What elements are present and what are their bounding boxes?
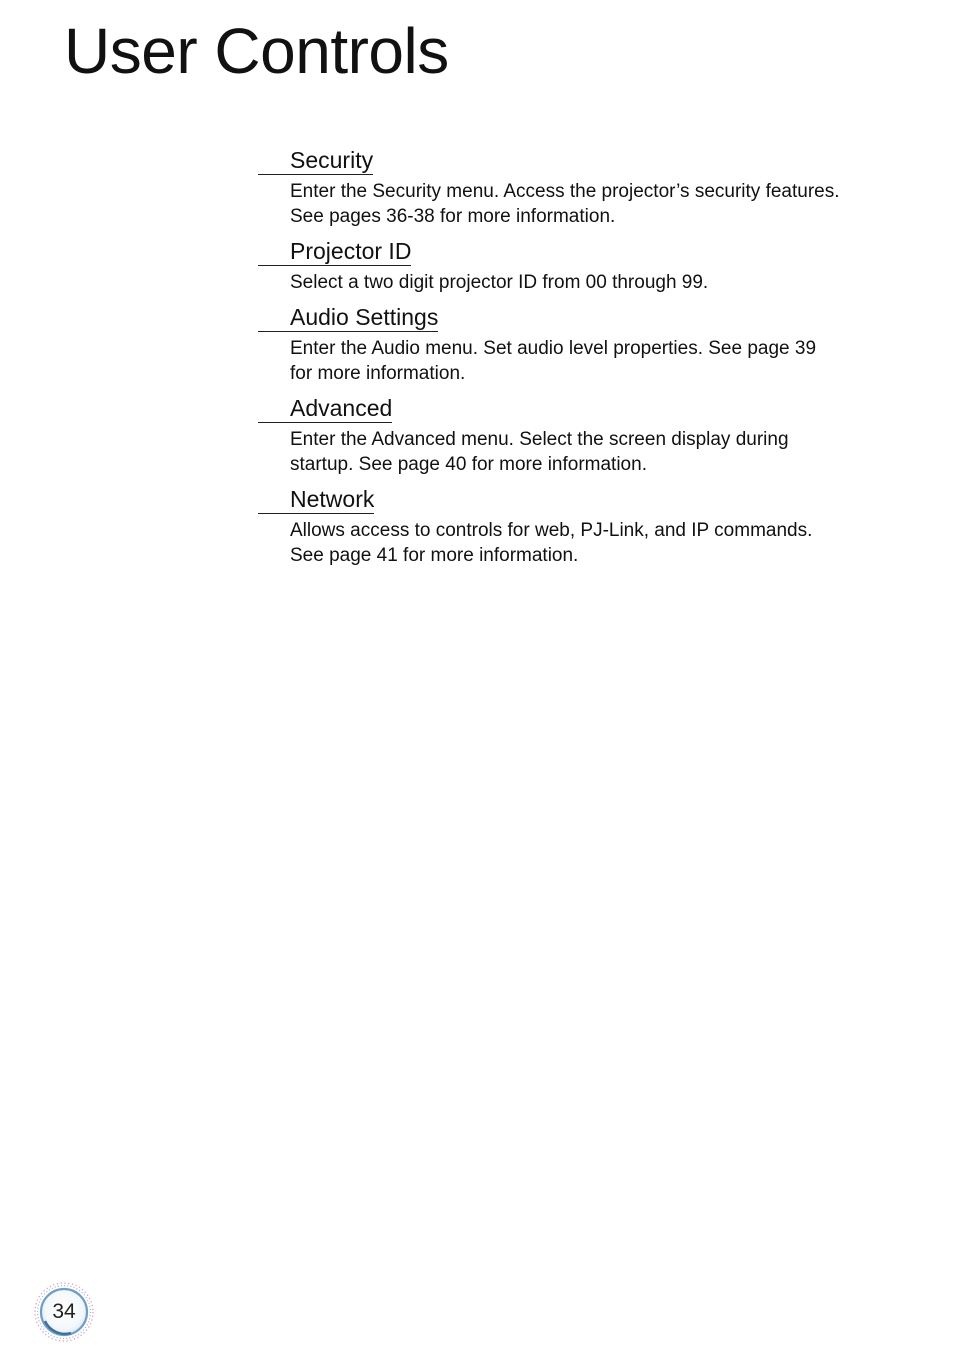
- entry-description-advanced: [290, 427, 890, 477]
- description-line: Enter the Security menu. Access the projector’s security features.: [290, 181, 840, 202]
- menu-descriptions: [258, 146, 898, 576]
- description-line: for more information.: [290, 363, 466, 384]
- page-title: User Controls: [64, 15, 449, 87]
- description-line: See pages 36-38 for more information.: [290, 206, 616, 227]
- entry-heading-audio-settings: Audio Settings: [258, 303, 438, 332]
- entry-description-projector-id: [290, 270, 890, 295]
- entry-heading-advanced: Advanced: [258, 394, 392, 423]
- entry-network: [258, 485, 898, 568]
- description-line: Select a two digit projector ID from 00 through 99.: [290, 272, 709, 293]
- entry-description-network: [290, 518, 890, 568]
- entry-security: [258, 146, 898, 229]
- entry-heading-security: Security: [258, 146, 373, 175]
- description-line: Allows access to controls for web, PJ-Link, and IP commands.: [290, 520, 813, 541]
- description-line: See page 41 for more information.: [290, 545, 579, 566]
- entry-description-security: [290, 179, 890, 229]
- entry-heading-projector-id: Projector ID: [258, 237, 411, 266]
- entry-heading-network: Network: [258, 485, 374, 514]
- description-line: Enter the Audio menu. Set audio level properties. See page 39: [290, 338, 817, 359]
- entry-audio-settings: [258, 303, 898, 386]
- entry-projector-id: [258, 237, 898, 295]
- page-number: 34: [52, 1300, 76, 1323]
- description-line: startup. See page 40 for more information.: [290, 454, 647, 475]
- entry-advanced: [258, 394, 898, 477]
- entry-description-audio-settings: [290, 336, 890, 386]
- description-line: Enter the Advanced menu. Select the screen display during: [290, 429, 789, 450]
- page-number-badge: [33, 1281, 95, 1343]
